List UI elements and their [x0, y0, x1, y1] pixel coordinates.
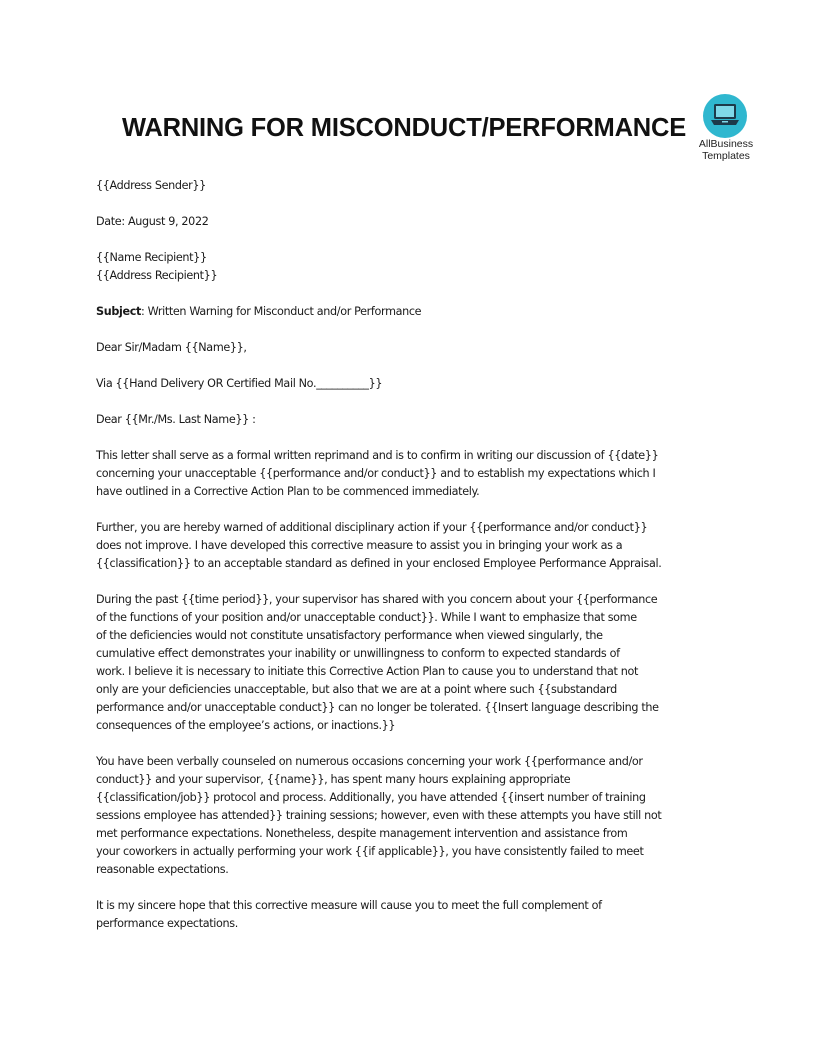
paragraph-line: It is my sincere hope that this corrective measure will cause you to meet the full complement of: [96, 899, 602, 912]
paragraph-line: {{classification}} to an acceptable standard as defined in your enclosed Employee Performance Appraisal.: [96, 557, 662, 570]
document-title: WARNING FOR MISCONDUCT/PERFORMANCE: [121, 114, 687, 142]
subject-text: : Written Warning for Misconduct and/or Performance: [140, 305, 422, 318]
body-paragraph: [96, 447, 726, 501]
body-paragraph: [96, 753, 726, 879]
body-paragraph: [96, 519, 726, 573]
letter-paragraphs: [96, 447, 726, 933]
letter-date: Date: August 9, 2022: [96, 215, 209, 228]
letter-body: [96, 177, 726, 951]
paragraph-line: does not improve. I have developed this corrective measure to assist you in bringing your work as a: [96, 539, 623, 552]
paragraph-line: work. I believe it is necessary to initiate this Corrective Action Plan to cause you to understand that not: [96, 665, 639, 678]
paragraph-line: consequences of the employee’s actions, or inactions.}}: [96, 719, 396, 732]
paragraph-line: Further, you are hereby warned of additional disciplinary action if your {{performance and/or conduct}}: [96, 521, 648, 534]
logo-line-2: Templates: [702, 150, 750, 162]
address-recipient: {{Address Recipient}}: [96, 269, 218, 282]
paragraph-line: of the functions of your position and/or unacceptable conduct}}. While I want to emphasize that some: [96, 611, 637, 624]
body-paragraph: [96, 591, 726, 735]
allbusiness-templates-logo: [688, 92, 766, 166]
paragraph-line: cumulative effect demonstrates your inability or unwillingness to conform to expected standards of: [96, 647, 620, 660]
paragraph-line: {{classification/job}} protocol and process. Additionally, you have attended {{insert number of training: [96, 791, 646, 804]
paragraph-line: conduct}} and your supervisor, {{name}}, has spent many hours explaining appropriate: [96, 773, 571, 786]
name-recipient: {{Name Recipient}}: [96, 251, 207, 264]
paragraph-line: only are your deficiencies unacceptable, but also that we are at a point where such {{substandard: [96, 683, 617, 696]
paragraph-line: concerning your unacceptable {{performance and/or conduct}} and to establish my expectations which I: [96, 467, 656, 480]
paragraph-line: performance expectations.: [96, 917, 238, 930]
paragraph-line: sessions employee has attended}} training sessions; however, even with these attempts you have still not: [96, 809, 662, 822]
logo-line-1: AllBusiness: [698, 138, 754, 150]
paragraph-line: your coworkers in actually performing your work {{if applicable}}, you have consistently failed to meet: [96, 845, 644, 858]
paragraph-line: This letter shall serve as a formal written reprimand and is to confirm in writing our discussion of {{date}}: [96, 449, 659, 462]
subject-line: [96, 303, 726, 321]
paragraph-line: met performance expectations. Nonetheless, despite management intervention and assistance from: [96, 827, 628, 840]
address-sender: {{Address Sender}}: [96, 179, 206, 192]
delivery-method: Via {{Hand Delivery OR Certified Mail No.__________}}: [96, 377, 383, 390]
laptop-icon: [703, 94, 747, 138]
paragraph-line: performance and/or unacceptable conduct}} can no longer be tolerated. {{Insert language describing the: [96, 701, 659, 714]
body-paragraph: [96, 897, 726, 933]
logo-badge: [703, 94, 747, 138]
subject-label: Subject: [96, 305, 141, 318]
paragraph-line: During the past {{time period}}, your supervisor has shared with you concern about your {{performance: [96, 593, 658, 606]
paragraph-line: You have been verbally counseled on numerous occasions concerning your work {{performance and/or: [96, 755, 643, 768]
paragraph-line: of the deficiencies would not constitute unsatisfactory performance when viewed singularly, the: [96, 629, 603, 642]
dear-last-name: Dear {{Mr./Ms. Last Name}} :: [96, 413, 256, 426]
paragraph-line: reasonable expectations.: [96, 863, 229, 876]
salutation: Dear Sir/Madam {{Name}},: [96, 341, 247, 354]
logo-wordmark: [688, 138, 764, 162]
paragraph-line: have outlined in a Corrective Action Plan to be commenced immediately.: [96, 485, 480, 498]
